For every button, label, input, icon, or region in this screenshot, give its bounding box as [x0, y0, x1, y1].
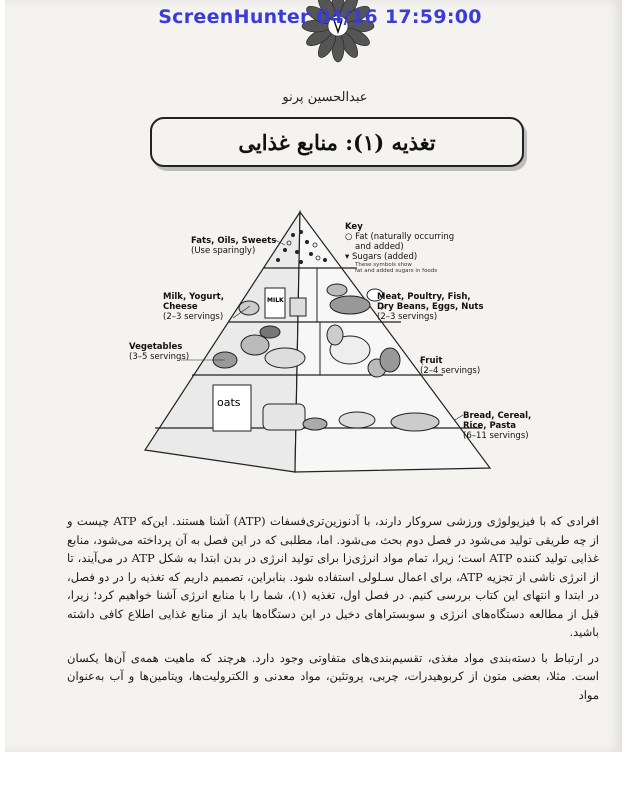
label-meat-beans-eggs-nuts: Meat, Poultry, Fish, Dry Beans, Eggs, Nuts (2–3 servings)	[377, 292, 484, 322]
oats-box-label: oats	[217, 396, 241, 409]
paragraph-2: در ارتباط با دسته‌بندی مواد مغذی، تقسیم‌بندی‌های متفاوتی وجود دارد. هرچند که ماهیت همه‌ی آن‌ها یکسان است. مثلا، بعضی متون از کربوهیدرات، چربی، پروتئین، مواد معدنی و الکترولیت‌ها، ویتامین‌ها و آب به‌عنوان مواد	[67, 650, 599, 702]
key-title: Key	[345, 222, 363, 232]
label-vegetables: Vegetables (3–5 servings)	[129, 342, 190, 362]
key-fat-entry: ○ Fat (naturally occurring	[345, 232, 455, 242]
label-fats-oils-sweets: Fats, Oils, Sweets (Use sparingly)	[191, 236, 277, 256]
label-bread-cereal-rice-pasta: Bread, Cereal, Rice, Pasta (6–11 servings)	[463, 411, 532, 441]
sugar-symbol-icon: ▾	[345, 252, 350, 262]
author-name: عبدالحسین پرنو	[282, 90, 368, 105]
label-milk-yogurt-cheese: Milk, Yogurt, Cheese (2–3 servings)	[163, 292, 224, 322]
body-text	[67, 512, 599, 704]
fat-symbol-icon: ○	[345, 232, 353, 242]
key-note-line2: fat and added sugars in foods	[355, 268, 438, 274]
label-fruit: Fruit (2–4 servings)	[420, 356, 481, 376]
paragraph-1: افرادی که با فیزیولوژی ورزشی سروکار دارند، با آدنوزین‌تری‌فسفات (ATP) آشنا هستند. این‌که ATP چیست و از چه طریقی تولید می‌شود در فصل دوم بحث می‌شود. اما، مطلبی که در این فصل به آن پرداخته می‌شود، منابع غذایی تولید کننده ATP است؛ زیرا، تمام مواد انرژی‌زا برای تولید انرژی در بدن ابتدا به شکل ATP در می‌آیند، تا از انرژی ناشی از تجزیه ATP، برای اعمال سـلولی استفاده شود. بنابراین، تصمیم داریم که تغذیه را در دو فصل، در ابتدا و انتهای این کتاب بررسی کنیم. در فصل اول، تغذیه (۱)، شما را با منابع انرژی آشنا خواهیم کرد؛ زیرا، قبل از مطالعه دستگاه‌های انرژی و سوبستراهای دخیل در این دستگاه‌ها باید از منابع غذایی اطلاع کافی داشته باشید.	[67, 514, 599, 639]
pyramid-key-legend	[345, 222, 454, 274]
key-sugar-entry: ▾ Sugars (added)	[345, 252, 418, 262]
book-page	[5, 0, 622, 752]
chapter-title: تغذیه (۱): منابع غذایی	[150, 117, 524, 167]
key-note-line1: These symbols show	[355, 262, 412, 268]
screenhunter-watermark: ScreenHunter 04/16 17:59:00	[158, 6, 482, 28]
milk-carton-label: MILK	[267, 297, 284, 304]
key-fat-entry-cont: and added)	[355, 242, 404, 252]
